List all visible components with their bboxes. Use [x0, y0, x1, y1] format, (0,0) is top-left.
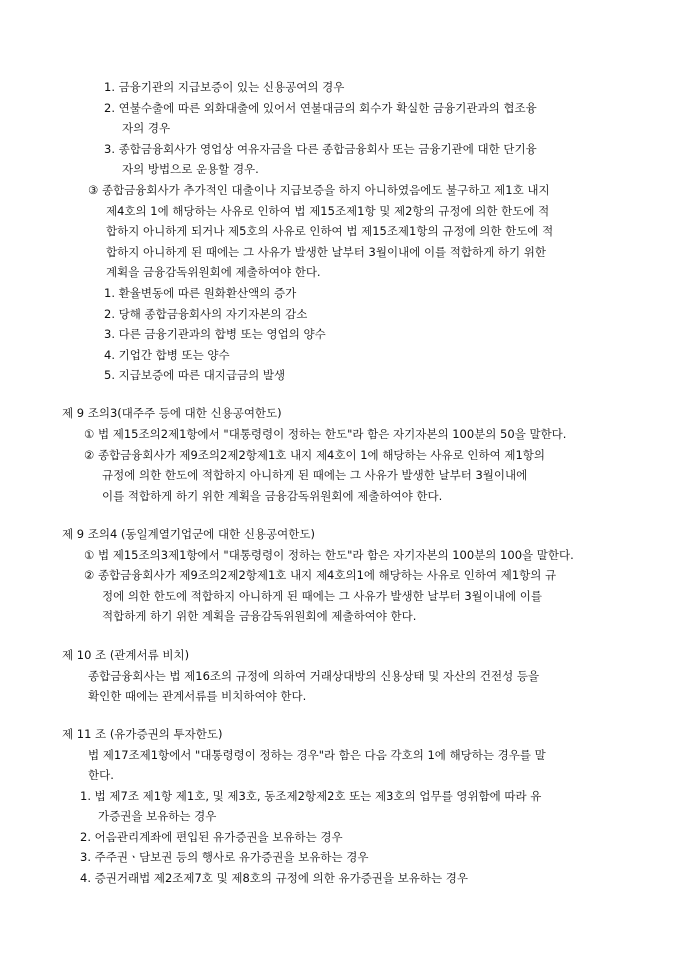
article-11-item-3: 3. 주주권ㆍ담보권 등의 행사로 유가증권을 보유하는 경우 [80, 850, 369, 864]
article-11-intro: 한다. [88, 768, 114, 782]
item-2-cont: 자의 경우 [122, 121, 171, 135]
para-3-line: 계획을 금융감독위원회에 제출하여야 한다. [106, 265, 321, 279]
article-9-4-p2-line: 적합하게 하기 위한 계획을 금융감독위원회에 제출하여야 한다. [102, 609, 417, 623]
article-11-item-4: 4. 증권거래법 제2조제7호 및 제8호의 규정에 의한 유가증권을 보유하는 경우 [80, 871, 468, 885]
item-3-cont: 자의 방법으로 운용할 경우. [122, 162, 259, 176]
item-3: 3. 종합금융회사가 영업상 여유자금을 다른 종합금융회사 또는 금융기관에 대한 단기융 [104, 142, 537, 156]
article-10-body: 확인한 때에는 관계서류를 비치하여야 한다. [88, 689, 307, 703]
article-10-body: 종합금융회사는 법 제16조의 규정에 의하여 거래상대방의 신용상태 및 자산의 건전성 등을 [88, 669, 540, 683]
item-1: 1. 금융기관의 지급보증이 있는 신용공여의 경우 [104, 80, 345, 94]
para-3-item-5: 5. 지급보증에 따른 대지급금의 발생 [104, 368, 286, 382]
article-11-intro: 법 제17조제1항에서 "대통령령이 정하는 경우"라 함은 다음 각호의 1에 해당하는 경우를 말 [88, 748, 546, 762]
article-9-4-title: 제 9 조의4 (동일계열기업군에 대한 신용공여한도) [62, 527, 315, 541]
para-3-item-1: 1. 환율변동에 따른 원화환산액의 증가 [104, 286, 297, 300]
para-3-line: 제4호의 1에 해당하는 사유로 인하여 법 제15조제1항 및 제2항의 규정에 의한 한도에 적 [106, 204, 550, 218]
item-2: 2. 연불수출에 따른 외화대출에 있어서 연불대금의 회수가 확실한 금융기관과의 협조융 [104, 101, 537, 115]
article-11-title: 제 11 조 (유가증권의 투자한도) [62, 727, 223, 741]
para-3-item-3: 3. 다른 금융기관과의 합병 또는 영업의 양수 [104, 327, 326, 341]
article-9-3-p1: ① 법 제15조의2제1항에서 "대통령령이 정하는 한도"라 함은 자기자본의 100분의 50을 말한다. [84, 427, 567, 441]
article-9-3-p2-line: 규정에 의한 한도에 적합하지 아니하게 된 때에는 그 사유가 발생한 날부터 3월이내에 [102, 468, 528, 482]
para-3-item-4: 4. 기업간 합병 또는 양수 [104, 348, 230, 362]
para-3-line: 합하지 아니하게 된 때에는 그 사유가 발생한 날부터 3월이내에 이를 적합하게 하기 위한 [106, 245, 546, 259]
para-3-item-2: 2. 당해 종합금융회사의 자기자본의 감소 [104, 307, 308, 321]
article-10-title: 제 10 조 (관계서류 비치) [62, 648, 190, 662]
article-9-3-p2-line: 이를 적합하게 하기 위한 계획을 금융감독위원회에 제출하여야 한다. [102, 489, 443, 503]
article-9-4-p1: ① 법 제15조의3제1항에서 "대통령령이 정하는 한도"라 함은 자기자본의 100분의 100을 말한다. [84, 548, 574, 562]
article-9-3-p2: ② 종합금융회사가 제9조의2제2항제1호 내지 제4호이 1에 해당하는 사유로 인하여 제1항의 [84, 448, 546, 462]
article-9-3-title: 제 9 조의3(대주주 등에 대한 신용공여한도) [62, 406, 282, 420]
article-9-4-p2-line: 정에 의한 한도에 적합하지 아니하게 된 때에는 그 사유가 발생한 날부터 3월이내에 이를 [102, 589, 542, 603]
para-3: ③ 종합금융회사가 추가적인 대출이나 지급보증을 하지 아니하였음에도 불구하고 제1호 내지 [88, 183, 550, 197]
para-3-line: 합하지 아니하게 되거나 제5호의 사유로 인하여 법 제15조제1항의 규정에 의한 한도에 적 [106, 224, 554, 238]
article-11-item-1: 1. 법 제7조 제1항 제1호, 및 제3호, 동조제2항제2호 또는 제3호의 업무를 영위함에 따라 유 [80, 789, 542, 803]
article-11-item-1-cont: 가증권을 보유하는 경우 [98, 809, 217, 823]
article-9-4-p2: ② 종합금융회사가 제9조의2제2항제1호 내지 제4호의1에 해당하는 사유로 인하여 제1항의 규 [84, 568, 557, 582]
article-11-item-2: 2. 어음관리계좌에 편입된 유가증권을 보유하는 경우 [80, 830, 343, 844]
